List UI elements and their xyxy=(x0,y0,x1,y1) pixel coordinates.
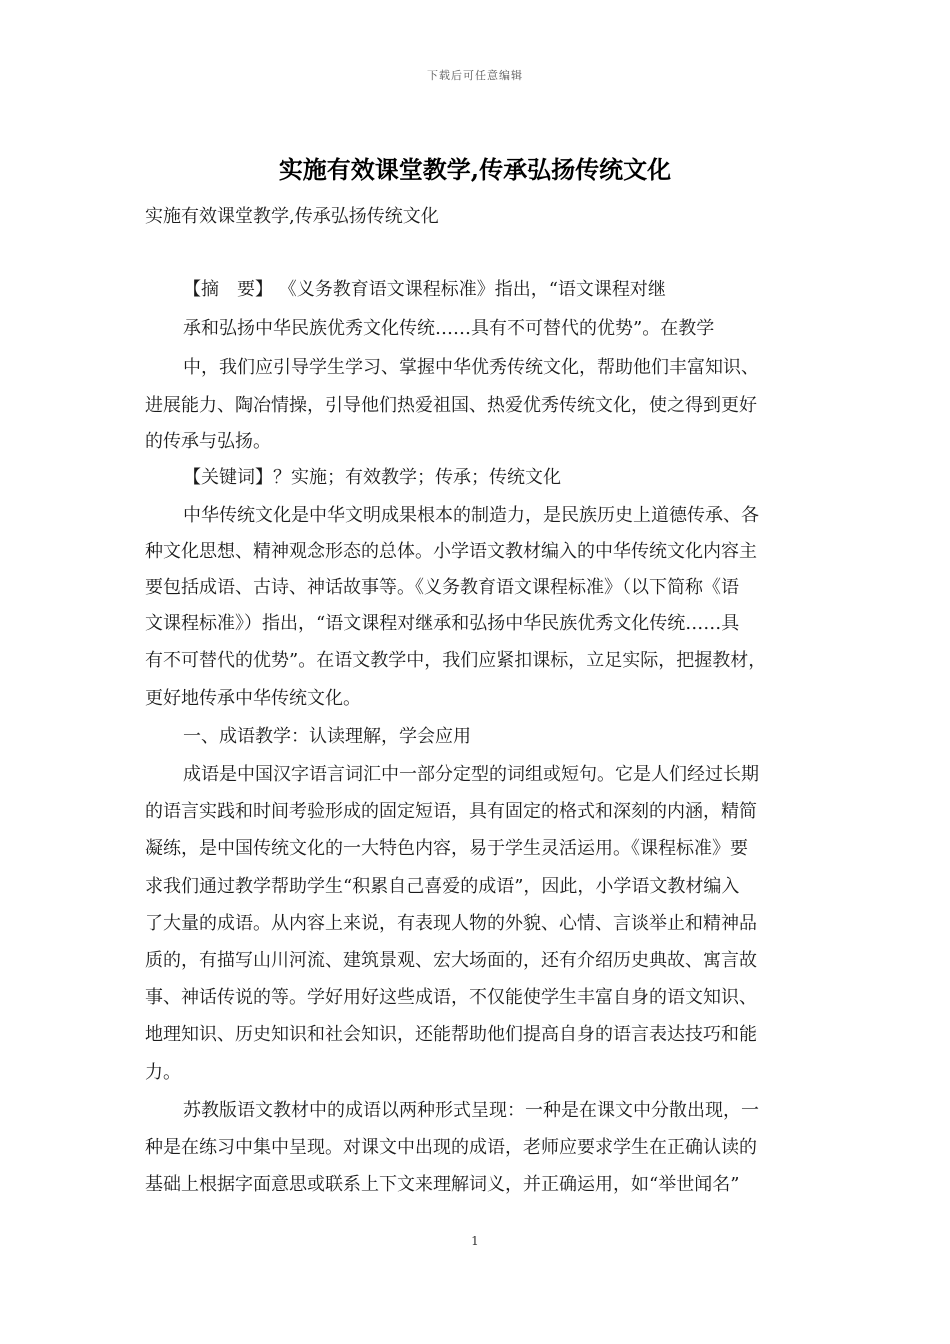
body-line: 质的，有描写山川河流、建筑景观、宏大场面的，还有介绍历史典故、寓言故 xyxy=(145,950,757,971)
abstract-line-5: 的传承与弘扬。 xyxy=(145,431,271,452)
body-line: 凝练，是中国传统文化的一大特色内容，易于学生灵活运用。《课程标准》要 xyxy=(145,838,748,859)
page-number: 1 xyxy=(471,1234,479,1248)
body-line: 了大量的成语。从内容上来说，有表现人物的外貌、心情、言谈举止和精神品 xyxy=(145,913,757,934)
body-line: 种文化思想、精神观念形态的总体。小学语文教材编入的中华传统文化内容主 xyxy=(145,541,757,562)
body-line: 基础上根据字面意思或联系上下文来理解词义，并正确运用，如“举世闻名” xyxy=(145,1174,740,1195)
body-line: 有不可替代的优势”。在语文教学中，我们应紧扣课标，立足实际，把握教材， xyxy=(145,650,767,671)
body-line: 文课程标准》）指出，“语文课程对继承和弘扬中华民族优秀文化传统……具 xyxy=(145,613,740,634)
body-line: 苏教版语文教材中的成语以两种形式呈现：一种是在课文中分散出现，一 xyxy=(183,1100,759,1121)
body-line: 的语言实践和时间考验形成的固定短语，具有固定的格式和深刻的内涵，精简 xyxy=(145,801,757,822)
document-subtitle: 实施有效课堂教学,传承弘扬传统文化 xyxy=(145,206,439,227)
body-line: 种是在练习中集中呈现。对课文中出现的成语，老师应要求学生在正确认读的 xyxy=(145,1137,757,1158)
body-line: 更好地传承中华传统文化。 xyxy=(145,688,361,709)
keywords-line: 【关键词】？实施；有效教学；传承；传统文化 xyxy=(183,467,561,488)
section-heading: 一、成语教学：认读理解，学会应用 xyxy=(183,726,471,747)
abstract-line-4: 进展能力、陶冶情操，引导他们热爱祖国、热爱优秀传统文化，使之得到更好 xyxy=(145,395,757,416)
document-title: 实施有效课堂教学,传承弘扬传统文化 xyxy=(278,155,672,184)
body-line: 要包括成语、古诗、神话故事等。《义务教育语文课程标准》（以下简称《语 xyxy=(145,577,739,598)
page-header: 下载后可任意编辑 xyxy=(427,69,523,82)
body-line: 力。 xyxy=(145,1062,181,1083)
abstract-line-1: 【摘 要】 《义务教育语文课程标准》指出，“语文课程对继 xyxy=(183,279,666,300)
abstract-line-3: 中，我们应引导学生学习、掌握中华优秀传统文化，帮助他们丰富知识、 xyxy=(183,357,759,378)
abstract-line-2: 承和弘扬中华民族优秀文化传统……具有不可替代的优势”。在教学 xyxy=(183,318,715,339)
body-line: 事、神话传说的等。学好用好这些成语，不仅能使学生丰富自身的语文知识、 xyxy=(145,987,757,1008)
body-line: 求我们通过教学帮助学生“积累自己喜爱的成语”，因此，小学语文教材编入 xyxy=(145,876,740,897)
body-line: 中华传统文化是中华文明成果根本的制造力，是民族历史上道德传承、各 xyxy=(183,505,759,526)
body-line: 成语是中国汉字语言词汇中一部分定型的词组或短句。它是人们经过长期 xyxy=(183,764,759,785)
body-line: 地理知识、历史知识和社会知识，还能帮助他们提高自身的语言表达技巧和能 xyxy=(145,1024,757,1045)
